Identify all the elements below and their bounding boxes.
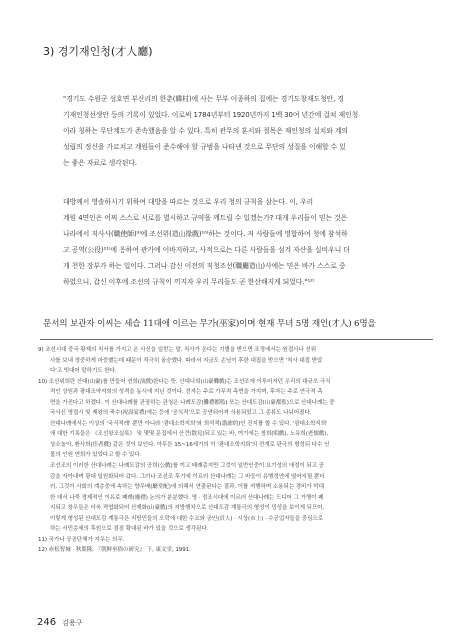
footnote-line: 지되고 창우들은 더욱 적엽화되어 산재화(山臺戲)의 지방행차으로 산대도감 계통극의 형성이 밍성을 보이게 되므어,	[50, 505, 325, 512]
footnote-line: 10) 조선위희란 산대(山臺)를 만들어 연희(演戲)한다는 뜻. 산대나희(山臺儺戲)는 조선조에 이루어지던 우리의 대규모 극식	[38, 378, 331, 385]
page-footer	[37, 617, 82, 628]
footnote-line: 한 데서 나죽 경제적인 이유로 폐례(廢禮) 논의가 분분했다. 영 · 정조시대에 이르러 산대나례는 드디어 그 거행이 폐	[50, 494, 324, 501]
quote-line: 는 좋은 자료로 생각된다.	[63, 158, 137, 167]
quote-line: 나라에서 직사사(職使師)⁹⁾에 조선위(造山祿戲)¹⁰⁾하는 것이다. 저 사람들에 영합하여 청에 참석하	[63, 229, 348, 238]
footnote-line: 면을 가진다고 하겠다. 이 산대나례를 관장하는 관청은 나례도감(儺禮都監) 또는 산대도감(山臺都監)으로 산대나례는 중	[50, 399, 335, 406]
footnote-line: 적인 상원과 광대조약석희의 성격을 동시에 지닌 것이다. 전자는 주로 가무적 측면을 가지며, 후자는 주로 연극적 측	[50, 389, 323, 396]
quote-line: "경기도 수원군 성호면 부산리의 한춘(韓村)에 사는 무부 이종하의 집에는 경기도창재도청안, 경	[63, 95, 344, 103]
quote-line: 하였으니, 갑신 이후에 조선의 규칙이 끼지자 우리 무리들도 곧 한산해지게 되었다."¹²⁾	[63, 277, 315, 286]
quote-line: 성립의 정신을 가르치고 계원들이 준수해야 할 규범을 나타낸 것으로 무단의 성질을 이해할 수 있	[63, 142, 346, 151]
footnote-line: 이렇게 형성된 산대도감 계통극은 지방민들의 오락에 대한 수요와 공인(貢人) · 시상(市上) · 수공업자들을 중심으로	[50, 515, 323, 522]
footnote-divider	[40, 339, 433, 340]
footnote-line: 조선조의 이러한 산대나례는 나례도감의 공희(公戲)를 끼고 태례총지만 그것이 일반인중이 요기성의 애정이 되고 공	[50, 463, 324, 470]
quote-line: 고 공역(公役)¹¹⁾에 응하여 관가에 이바지하고, 사적으로는 다른 사람들을 섬겨 자산을 실비우니 더	[63, 245, 350, 254]
footnote-line: 물의 인원 연희가 있었다고 할 수 있다.	[50, 452, 142, 459]
footnote-line: 상소놀이, 환사희(宦者戲) 같은 것이 보인다. 아무튼 15~16세기의 이 '광대소학지희'의 전개로 판극의 형성되 다수 인	[50, 441, 330, 448]
quote-line: 개 천한 장부가 하는 일이다. 그러나 감신 이전의 직청조선(職廳造山)사에는 믿은 바가 스스로 중	[63, 261, 346, 270]
footnote-line: 하는 서민층세의 후원으로 점점 확대된 바가 있을 것으로 생각된다.	[50, 526, 209, 533]
body-text-line: 문서의 보관자 이씨는 세습 11대에 이르는 무가(巫家)이며 현재 무녀 5명 재인(才人) 6명을	[43, 319, 376, 329]
footnote-line: 러, 그것이 사회의 계층중에 속하는 향무배(廳堂配)에 의해서 연출된다는 결과, 이를 저행하며 소용되는 경비가 막대	[50, 484, 324, 491]
quote-line: 계원 4면인은 어찌 스스로 서로를 멸시하고 규약을 깨트릴 수 있겠는가? 대개 우리들이 믿는 것은	[63, 213, 348, 222]
footnote-line: 11) 국가나 공공단체가 지우는 의무.	[38, 536, 125, 543]
footnote-line: 사를 보내 정중하게 마중했는데 때문이 적극히 융숭했다. 따라서 지금도 손님이 후한 대접을 받으면 '칙사 대접 받았	[50, 357, 323, 364]
quote-paragraph-2	[63, 195, 435, 290]
quote-line: 기재인청선생안 등의 기록이 있었다. 이로써 1784년부터 1920년까지 1백 30여 년간에 걸쳐 재인청	[63, 110, 359, 119]
quote-paragraph-1	[63, 92, 435, 172]
section-title: 3) 경기재인청(才人廳)	[43, 45, 153, 58]
page-number: 246	[37, 617, 57, 628]
footnote-line: 12) 赤松智城 · 秋葉隆, 『朝鮮巫俗の研究』 下, 東文堂, 1991.	[38, 547, 191, 554]
footnote-line: 감을 자아내며 광대 일원화되어 갔다. 그러나 조선조 후기에 이르러 산대나례는 그 바둥이 유행정연에 떨어지될 뿐더	[50, 473, 325, 480]
footnotes	[38, 345, 438, 556]
running-title: 김용구	[62, 619, 83, 627]
footnote-line: 9) 조선시대 중국 황제의 칙서를 가지고 온 사신을 일컫는 말. 칙사가 온다는 기별을 받으면 조정에서는 원접사나 선위	[38, 347, 317, 353]
footnote-line: 산대나례에서는 이상의 '국식적례' 뿐만 아니라 '광대소학지희'와 희석적(諧謔的)인 진지를 할 수 있다. '광대소학지희'	[50, 420, 328, 427]
footnote-line: 에 대한 기록들은 《조선왕조실록》 및 몇몇 문집에서 산견(散見)되고 있는 바, 여기에는 창희(唱戲), 노유희(老儒戲),	[50, 431, 329, 438]
footnote-line: 다'고 빗대어 말하기도 한다.	[50, 368, 117, 375]
footnote-line: 국사신 영접시 및 제왕의 축수(祝壽宴禮)에는 등에 '공식적'으로 공연되어져 사용되었고 그 종류도 나뉘어졌다.	[50, 410, 312, 417]
quote-line: 이라 칭하는 무단계도가 존속했음을 알 수 있다. 특히 관무의 훈서와 절목은 재인청의 설치와 계의	[63, 126, 348, 135]
quote-line: 대방께서 영솔하시기 위하여 대방을 따르는 것으로 우리 청의 규칙을 삼는다. 이, 우리	[63, 198, 314, 206]
